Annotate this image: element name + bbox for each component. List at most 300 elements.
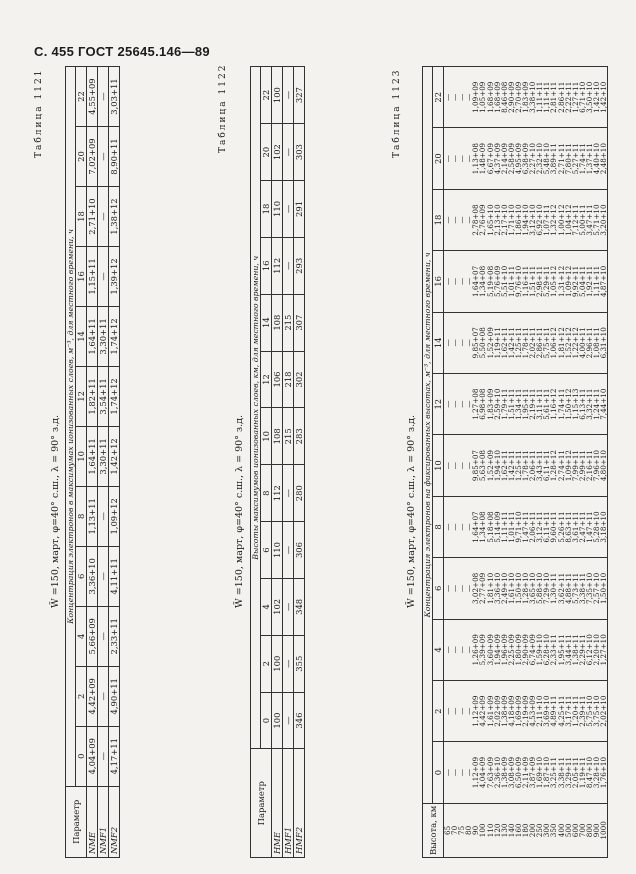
time-header: 4 bbox=[76, 606, 87, 666]
table-value: 1,28+10 bbox=[521, 572, 531, 604]
table-value: 7,29+10 bbox=[542, 572, 552, 604]
table-value: 3,60+09 bbox=[485, 634, 495, 666]
table-value: 1,92+11 bbox=[584, 265, 594, 297]
table-value: 2,32+10 bbox=[535, 143, 545, 175]
table-value: 6,28+10 bbox=[542, 634, 552, 666]
height-value: 200 bbox=[528, 823, 538, 838]
table-value: — bbox=[443, 584, 452, 592]
table-value: 6,71+10 bbox=[577, 81, 587, 113]
table-value: 1,76+10 bbox=[599, 756, 609, 789]
table-value: 4,95+09 bbox=[513, 143, 523, 175]
time-header: 22 bbox=[261, 67, 272, 124]
column-cell bbox=[444, 435, 608, 496]
table-value: 7,99+11 bbox=[570, 450, 580, 482]
table-value: 3,69+10 bbox=[542, 695, 552, 727]
table-cell: — bbox=[283, 522, 294, 579]
table-value: 1,27+10 bbox=[599, 634, 609, 666]
table-value: 1,19+11 bbox=[577, 756, 587, 789]
height-value: 900 bbox=[591, 823, 601, 838]
time-header: 6 bbox=[433, 558, 444, 619]
table-value: — bbox=[443, 523, 452, 531]
param-header: Параметр bbox=[251, 749, 272, 858]
table-cell: 100 bbox=[272, 692, 283, 749]
table-value: 1,27+08 bbox=[471, 388, 481, 420]
table-1121-caption: W̄ =150, март, φ=40° с.ш., λ = 90° з.д. bbox=[50, 415, 61, 608]
table-value: 1,38+11 bbox=[570, 634, 580, 666]
table-row bbox=[444, 67, 608, 858]
table-value: 3,12+10 bbox=[528, 204, 538, 236]
table-value: 3,36+10 bbox=[492, 572, 502, 604]
time-row bbox=[76, 67, 87, 858]
column-cell bbox=[444, 742, 608, 803]
time-header: 12 bbox=[76, 366, 87, 426]
table-value: 5,19+08 bbox=[485, 265, 495, 297]
table-value: — bbox=[464, 707, 474, 715]
table-value: — bbox=[443, 93, 452, 101]
time-header: 0 bbox=[433, 742, 444, 803]
table-value: 1,05+12 bbox=[549, 265, 559, 297]
table-cell: 4,55+09 bbox=[87, 67, 98, 127]
time-header: 12 bbox=[433, 374, 444, 435]
table-cell: 327 bbox=[294, 67, 305, 124]
table-value: 1,11+11 bbox=[591, 265, 601, 297]
table-cell: 1,42+12 bbox=[109, 426, 120, 486]
time-header: 8 bbox=[76, 486, 87, 546]
table-value: 6,74+09 bbox=[528, 634, 538, 666]
table-value: 3,32+11 bbox=[584, 388, 594, 420]
table-value: 2,06+11 bbox=[528, 450, 538, 482]
table-value: — bbox=[464, 646, 474, 654]
table-value: 1,94+10 bbox=[521, 204, 531, 236]
table-cell: — bbox=[98, 247, 109, 307]
time-header: 6 bbox=[261, 522, 272, 579]
table-cell: 102 bbox=[272, 578, 283, 635]
height-value: 800 bbox=[584, 823, 594, 838]
table-value: — bbox=[450, 277, 460, 286]
table-subtitle: Высоты максимумов ионизованных слоев, км, для местного времени, ч bbox=[251, 67, 261, 749]
table-value: 1,78+11 bbox=[521, 327, 531, 359]
height-value: 600 bbox=[570, 823, 580, 838]
table-value: 7,35+10 bbox=[584, 572, 594, 604]
table-value: 1,74+11 bbox=[556, 388, 566, 420]
column-cell bbox=[444, 251, 608, 312]
time-header: 8 bbox=[433, 496, 444, 557]
table-cell: 3,36+10 bbox=[87, 546, 98, 606]
time-header: 22 bbox=[76, 67, 87, 127]
row-param: HMF1 bbox=[283, 749, 294, 858]
table-value: 1,31+12 bbox=[556, 265, 566, 297]
table-1123-caption: W̄ =150, март, φ=40° с.ш., λ = 90° з.д. bbox=[406, 415, 417, 608]
table-value: 2,11+09 bbox=[521, 756, 531, 789]
table-value: 6,92+10 bbox=[535, 204, 545, 236]
table-value: — bbox=[464, 339, 474, 347]
table-value: 3,62+11 bbox=[556, 572, 566, 604]
height-value: 90 bbox=[471, 825, 481, 835]
row-param: NMF1 bbox=[98, 786, 109, 857]
table-value: 1,61+09 bbox=[485, 695, 495, 727]
time-header: 20 bbox=[261, 124, 272, 181]
table-cell: — bbox=[283, 67, 294, 124]
table-value: — bbox=[450, 155, 460, 163]
time-header: 14 bbox=[76, 306, 87, 366]
time-header: 18 bbox=[76, 187, 87, 247]
table-value: 1,42+11 bbox=[506, 327, 516, 359]
table-value: 1,16+11 bbox=[521, 265, 531, 297]
param-header: Параметр bbox=[66, 786, 87, 857]
table-value: 1,16+12 bbox=[549, 388, 559, 420]
height-value: 1000 bbox=[599, 821, 609, 840]
time-header: 20 bbox=[433, 128, 444, 189]
table-value: 1,25+11 bbox=[513, 450, 523, 482]
row-param: NMF2 bbox=[109, 786, 120, 857]
table-value: — bbox=[457, 584, 467, 592]
table-cell: 100 bbox=[272, 635, 283, 692]
time-header: 4 bbox=[261, 578, 272, 635]
table-cell: 100 bbox=[272, 67, 283, 124]
table-cell: — bbox=[283, 181, 294, 238]
table-value: 2,02+09 bbox=[492, 695, 502, 727]
table-1123 bbox=[422, 66, 608, 858]
height-value: 75 bbox=[457, 825, 467, 835]
table-value: 5,76+09 bbox=[492, 265, 502, 297]
table-value: 1,95+11 bbox=[556, 634, 566, 666]
table-cell: 102 bbox=[272, 124, 283, 181]
table-value: — bbox=[450, 707, 460, 715]
table-value: 2,59+10 bbox=[492, 388, 502, 420]
table-cell: 112 bbox=[272, 237, 283, 294]
table-value: 1,71+10 bbox=[506, 204, 516, 236]
table-value: 1,27+11 bbox=[570, 81, 580, 113]
table-value: 5,04+11 bbox=[577, 265, 587, 297]
table-value: 1,38+09 bbox=[499, 756, 509, 789]
table-value: 4,87+10 bbox=[599, 265, 609, 297]
table-value: 8,47+10 bbox=[584, 756, 594, 789]
table-value: — bbox=[450, 646, 460, 654]
table-value: 2,49+10 bbox=[499, 572, 509, 604]
table-cell: 110 bbox=[272, 181, 283, 238]
table-value: 1,42+11 bbox=[506, 450, 516, 482]
table-value: — bbox=[464, 523, 474, 531]
table-value: 1,04+12 bbox=[563, 204, 573, 236]
time-header: 12 bbox=[261, 351, 272, 408]
time-header: 8 bbox=[261, 465, 272, 522]
table-value: 1,08+11 bbox=[591, 327, 601, 359]
table-cell: — bbox=[283, 635, 294, 692]
table-value: 6,50+09 bbox=[513, 756, 523, 789]
table-value: 2,90+09 bbox=[506, 81, 516, 113]
table-value: — bbox=[450, 216, 460, 224]
table-value: 5,75+10 bbox=[584, 695, 594, 727]
table-value: 2,96+11 bbox=[584, 327, 594, 359]
table-value: 5,50+08 bbox=[478, 327, 488, 359]
table-value: 1,64+07 bbox=[471, 511, 481, 543]
table-value: 2,02+11 bbox=[528, 327, 538, 359]
table-value: — bbox=[457, 277, 467, 286]
table-value: 3,75+10 bbox=[591, 695, 601, 727]
table-value: 2,02+10 bbox=[599, 695, 609, 727]
table-value: — bbox=[464, 400, 474, 408]
table-value: 1,50+12 bbox=[563, 388, 573, 420]
table-value: 9,92+11 bbox=[570, 265, 580, 297]
table-row bbox=[283, 67, 294, 858]
table-value: 3,18+10 bbox=[599, 511, 609, 543]
table-value: — bbox=[443, 216, 452, 224]
table-value: 2,29+11 bbox=[577, 634, 587, 666]
table-value: — bbox=[457, 768, 467, 777]
table-value: 7,63+09 bbox=[485, 756, 495, 789]
table-value: 3,11+11 bbox=[535, 388, 545, 420]
table-value: — bbox=[450, 93, 460, 101]
column-cell bbox=[444, 189, 608, 250]
table-cell: 3,54+11 bbox=[98, 366, 109, 426]
table-value: — bbox=[457, 400, 467, 408]
height-value: 70 bbox=[450, 825, 460, 835]
table-value: 1,11+11 bbox=[542, 81, 552, 113]
table-value: — bbox=[457, 216, 467, 224]
table-cell: 1,64+11 bbox=[87, 306, 98, 366]
column-cell bbox=[444, 374, 608, 435]
table-cell: — bbox=[98, 606, 109, 666]
table-value: 3,38+11 bbox=[556, 756, 566, 789]
column-cell bbox=[444, 680, 608, 741]
table-value: 1,96+09 bbox=[499, 634, 509, 666]
table-value: 3,44+11 bbox=[563, 634, 573, 666]
time-header: 4 bbox=[433, 619, 444, 680]
table-value: 1,87+10 bbox=[542, 756, 552, 789]
table-value: 1,24+11 bbox=[591, 388, 601, 420]
table-value: 1,11+11 bbox=[499, 511, 509, 543]
table-value: 3,12+11 bbox=[535, 511, 545, 543]
table-value: 3,89+11 bbox=[549, 143, 559, 175]
table-value: 2,20+10 bbox=[591, 634, 601, 666]
time-header: 6 bbox=[76, 546, 87, 606]
time-header: 2 bbox=[261, 635, 272, 692]
column-cell bbox=[444, 558, 608, 619]
table-value: 3,43+11 bbox=[535, 450, 545, 482]
table-value: 1,09+12 bbox=[563, 265, 573, 297]
table-cell: 1,09+12 bbox=[109, 486, 120, 546]
table-value: 5,88+10 bbox=[535, 572, 545, 604]
table-cell: 346 bbox=[294, 692, 305, 749]
table-value: 1,69+09 bbox=[513, 695, 523, 727]
table-value: 1,83+09 bbox=[521, 81, 531, 113]
height-value: 110 bbox=[485, 823, 495, 838]
table-value: 1,52+12 bbox=[563, 327, 573, 359]
table-cell: — bbox=[283, 465, 294, 522]
table-value: 1,64+07 bbox=[471, 265, 481, 297]
table-value: 1,06+12 bbox=[549, 327, 559, 359]
table-value: 1,42+10 bbox=[591, 81, 601, 113]
table-value: 3,61+11 bbox=[570, 511, 580, 543]
time-header: 16 bbox=[76, 247, 87, 307]
table-value: — bbox=[450, 768, 460, 777]
table-cell: 293 bbox=[294, 237, 305, 294]
table-value: — bbox=[457, 707, 467, 715]
table-value: 1,01+11 bbox=[506, 511, 516, 543]
table-value: 5,00+11 bbox=[577, 204, 587, 236]
table-value: 6,11+11 bbox=[542, 511, 552, 543]
table-value: — bbox=[450, 523, 460, 531]
table-value: 3,25+11 bbox=[549, 756, 559, 789]
table-value: 5,61+11 bbox=[542, 388, 552, 420]
table-value: 2,86+11 bbox=[556, 81, 566, 113]
table-value: — bbox=[457, 462, 467, 470]
table-value: 1,38+09 bbox=[499, 695, 509, 727]
table-cell: 218 bbox=[283, 351, 294, 408]
column-cell bbox=[444, 128, 608, 189]
table-value: 2,90+09 bbox=[521, 634, 531, 666]
height-value: 250 bbox=[535, 823, 545, 838]
table-cell: 348 bbox=[294, 578, 305, 635]
table-value: 2,14+09 bbox=[499, 143, 509, 175]
table-value: — bbox=[464, 155, 474, 163]
table-value: 7,80+11 bbox=[563, 143, 573, 175]
height-value: 65 bbox=[443, 825, 452, 835]
table-value: 2,71+11 bbox=[556, 143, 566, 175]
table-value: 1,83+09 bbox=[485, 388, 495, 420]
table-cell: 4,90+11 bbox=[109, 666, 120, 726]
table-value: 1,34+08 bbox=[478, 265, 488, 297]
height-column bbox=[444, 803, 608, 857]
table-value: 2,05+11 bbox=[570, 756, 580, 789]
table-value: 4,80+10 bbox=[599, 450, 609, 482]
time-header: 10 bbox=[76, 426, 87, 486]
table-value: 1,65+10 bbox=[485, 204, 495, 236]
table-value: — bbox=[457, 523, 467, 531]
table-value: 1,00+12 bbox=[556, 204, 566, 236]
table-value: 1,09+09 bbox=[471, 81, 481, 113]
table-value: 1,86+10 bbox=[513, 204, 523, 236]
table-value: 4,25+11 bbox=[556, 695, 566, 727]
height-header: Высота, км bbox=[423, 803, 444, 857]
table-value: — bbox=[443, 462, 452, 470]
table-value: 2,57+10 bbox=[591, 572, 601, 604]
table-row bbox=[87, 67, 98, 858]
table-value: 7,96+10 bbox=[591, 450, 601, 482]
table-value: 1,78+11 bbox=[521, 450, 531, 482]
table-value: 1,52+09 bbox=[485, 450, 495, 482]
table-cell: 4,17+11 bbox=[109, 726, 120, 786]
table-value: 1,07+11 bbox=[542, 204, 552, 236]
table-value: 1,12+09 bbox=[471, 756, 481, 789]
table-cell: 307 bbox=[294, 294, 305, 351]
table-1121-label: Таблица 1121 bbox=[34, 68, 44, 158]
table-value: 7,12+11 bbox=[570, 204, 580, 236]
table-value: 1,12+09 bbox=[471, 695, 481, 727]
table-value: 9,71+10 bbox=[513, 511, 523, 543]
table-cell: — bbox=[98, 187, 109, 247]
time-header: 18 bbox=[261, 181, 272, 238]
table-value: 4,18+09 bbox=[506, 695, 516, 727]
table-value: 3,08+09 bbox=[506, 756, 516, 789]
table-value: 1,47+11 bbox=[584, 511, 594, 543]
table-value: 3,87+09 bbox=[528, 756, 538, 789]
table-value: 1,01+11 bbox=[506, 265, 516, 297]
table-cell: 4,42+09 bbox=[87, 666, 98, 726]
table-cell: — bbox=[98, 67, 109, 127]
table-value: 4,40+10 bbox=[591, 143, 601, 175]
table-cell: — bbox=[98, 726, 109, 786]
table-value: 1,47+11 bbox=[521, 511, 531, 543]
height-value: 120 bbox=[492, 823, 502, 838]
column-cell bbox=[444, 67, 608, 128]
table-cell: 108 bbox=[272, 408, 283, 465]
table-value: 2,74+11 bbox=[556, 450, 566, 482]
table-value: 6,31+10 bbox=[599, 327, 609, 359]
table-value: — bbox=[450, 462, 460, 470]
table-value: 1,22+12 bbox=[570, 327, 580, 359]
time-header: 18 bbox=[433, 189, 444, 250]
row-param: NME bbox=[87, 786, 98, 857]
table-cell: 291 bbox=[294, 181, 305, 238]
table-value: 5,28+10 bbox=[591, 511, 601, 543]
table-value: 6,98+08 bbox=[478, 388, 488, 420]
table-value: 1,80+09 bbox=[513, 634, 523, 666]
table-subtitle: Концентрация электронов в максимумах ионизованных слоев, м⁻³, для местного времени, ч bbox=[66, 67, 76, 787]
column-cell bbox=[444, 496, 608, 557]
table-row bbox=[98, 67, 109, 858]
table-value: 3,47+11 bbox=[584, 204, 594, 236]
table-value: 5,71+10 bbox=[591, 204, 601, 236]
table-cell: 215 bbox=[283, 294, 294, 351]
table-cell: — bbox=[283, 692, 294, 749]
table-value: 5,51+10 bbox=[499, 265, 509, 297]
table-value: 4,53+09 bbox=[528, 695, 538, 727]
table-value: — bbox=[464, 93, 474, 101]
table-value: 1,68+09 bbox=[492, 81, 502, 113]
time-header: 16 bbox=[433, 251, 444, 312]
table-value: 1,50+10 bbox=[513, 572, 523, 604]
table-cell: 355 bbox=[294, 635, 305, 692]
table-value: 3,29+11 bbox=[563, 756, 573, 789]
table-value: 6,13+11 bbox=[577, 388, 587, 420]
time-header: 0 bbox=[261, 692, 272, 749]
table-value: 4,89+11 bbox=[549, 695, 559, 727]
table-value: 1,68+09 bbox=[485, 81, 495, 113]
table-value: 1,13+08 bbox=[471, 143, 481, 175]
table-value: — bbox=[464, 584, 474, 592]
table-cell: 302 bbox=[294, 351, 305, 408]
table-value: 1,20+11 bbox=[570, 695, 580, 727]
table-value: 1,34+11 bbox=[513, 388, 523, 420]
table-value: 4,37+09 bbox=[492, 143, 502, 175]
table-value: 6,67+09 bbox=[485, 143, 495, 175]
table-value: 5,63+08 bbox=[478, 450, 488, 482]
table-value: 1,94+09 bbox=[492, 634, 502, 666]
table-value: 1,81+10 bbox=[485, 572, 495, 604]
table-cell: 1,39+12 bbox=[109, 247, 120, 307]
table-cell: 4,11+11 bbox=[109, 546, 120, 606]
table-1122 bbox=[250, 66, 305, 858]
table-value: — bbox=[450, 400, 460, 408]
table-value: 1,51+11 bbox=[528, 265, 538, 297]
table-value: 2,86+11 bbox=[535, 327, 545, 359]
table-value: 4,88+11 bbox=[563, 572, 573, 604]
table-cell: 3,30+11 bbox=[98, 306, 109, 366]
table-value: 2,13+10 bbox=[492, 204, 502, 236]
table-value: 5,39+09 bbox=[478, 634, 488, 666]
table-cell: 1,82+11 bbox=[87, 366, 98, 426]
table-value: 6,38+09 bbox=[521, 143, 531, 175]
table-value: 1,30+11 bbox=[549, 572, 559, 604]
table-value: 3,50+10 bbox=[584, 81, 594, 113]
table-value: 2,27+10 bbox=[528, 143, 538, 175]
table-value: 2,39+11 bbox=[577, 695, 587, 727]
time-header: 14 bbox=[433, 312, 444, 373]
table-value: — bbox=[443, 155, 452, 163]
table-cell: 1,38+12 bbox=[109, 187, 120, 247]
time-header: 10 bbox=[433, 435, 444, 496]
